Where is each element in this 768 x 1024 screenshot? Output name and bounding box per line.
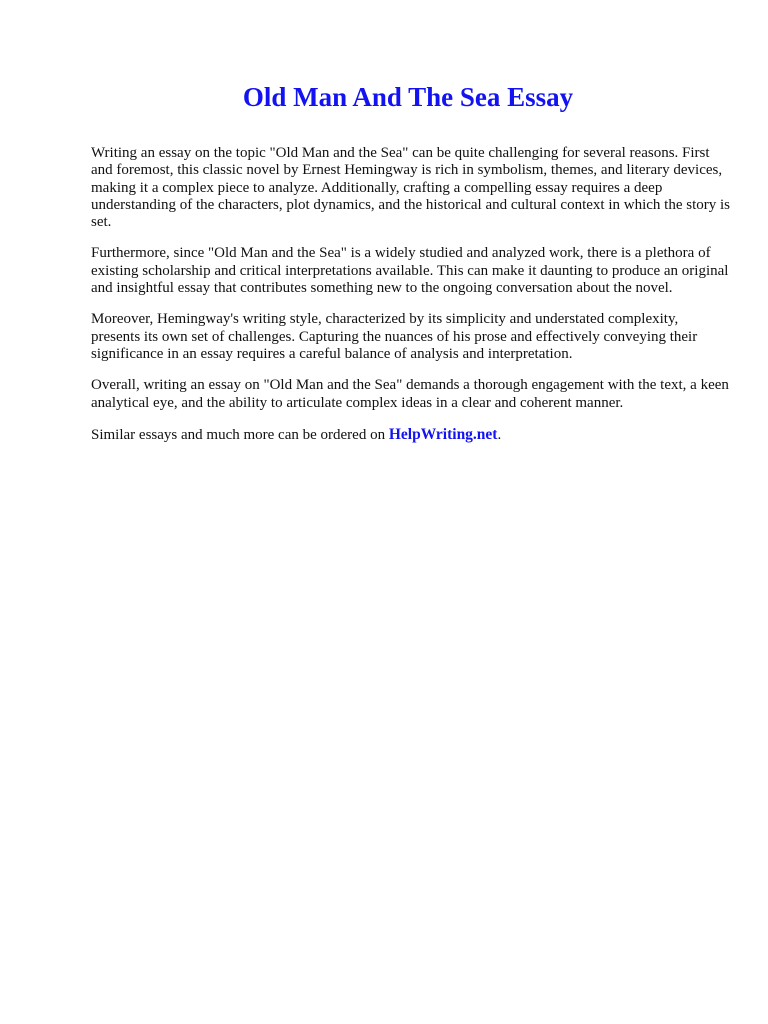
helpwriting-link[interactable]: HelpWriting.net <box>388 425 498 443</box>
closing-suffix: . <box>497 426 502 443</box>
paragraph-4: Overall, writing an essay on "Old Man and the Sea" demands a thorough engagement with the text, a keen analytical eye, and the ability to articulate complex ideas in a clear and coherent manner. <box>91 377 729 411</box>
paragraph-3: Moreover, Hemingway's writing style, characterized by its simplicity and understated complexity, presents its own set of challenges. Capturing the nuances of his prose and effectively conveying their significance in an essay requires a careful balance of analysis and interpretation. <box>91 311 698 362</box>
document-body <box>91 145 731 444</box>
closing-prefix: Similar essays and much more can be ordered on <box>91 426 389 443</box>
closing-line <box>91 426 731 444</box>
paragraph-1: Writing an essay on the topic "Old Man and the Sea" can be quite challenging for several reasons. First and foremost, this classic novel by Ernest Hemingway is rich in symbolism, themes, and literary devices, making it a complex piece to analyze. Additionally, crafting a compelling essay requires a deep understanding of the characters, plot dynamics, and the historical and cultural context in which the story is set. <box>91 145 730 231</box>
paragraph-2: Furthermore, since "Old Man and the Sea" is a widely studied and analyzed work, there is a plethora of existing scholarship and critical interpretations available. This can make it daunting to produce an original and insightful essay that contributes something new to the ongoing conversation about the novel. <box>91 245 729 297</box>
document-title: Old Man And The Sea Essay <box>242 82 574 112</box>
